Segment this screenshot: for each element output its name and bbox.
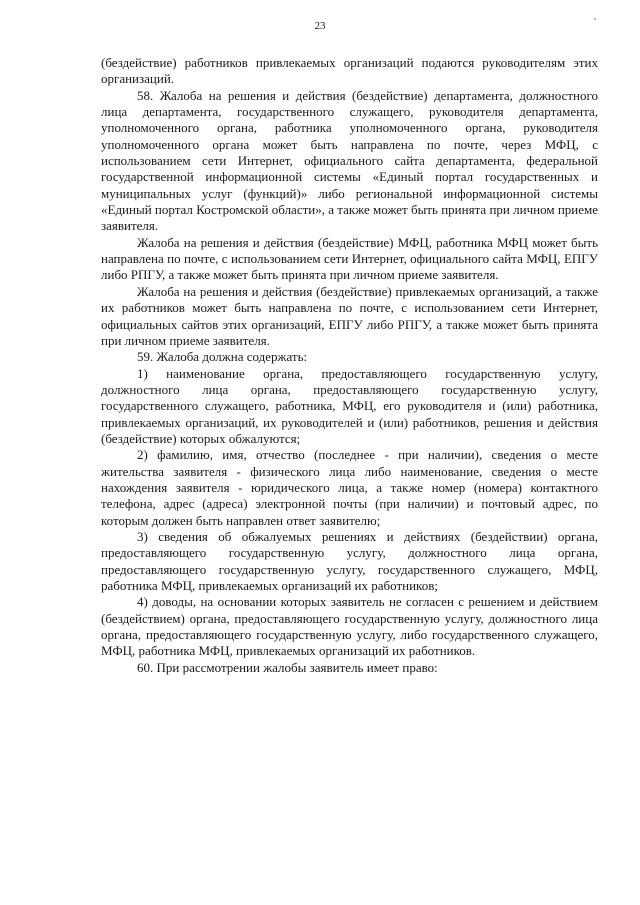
document-body [101, 55, 598, 676]
paragraph-continuation: (бездействие) работников привлекаемых организаций подаются руководителям этих организаций. [101, 55, 598, 87]
paragraph-59-item-3: 3) сведения об обжалуемых решениях и действиях (бездействии) органа, предоставляющего государственную услугу, должностного лица органа, предоставляющего государственную услугу, государственного служащего, МФЦ, работника МФЦ, привлекаемых организаций их работников; [101, 528, 598, 593]
paragraph-organizations-complaint: Жалоба на решения и действия (бездействие) привлекаемых организаций, а также их работников может быть направлена по почте, с использованием сети Интернет, официальных сайтов этих организаций, ЕПГУ либо РПГУ, а также может быть принята при личном приеме заявителя. [101, 283, 598, 348]
paragraph-59-item-2: 2) фамилию, имя, отчество (последнее - при наличии), сведения о месте жительства заявителя - физического лица либо наименование, сведения о месте нахождения заявителя - юридического лица, а также номер (номера) контактного телефона, адрес (адреса) электронной почты (при наличии) и почтовый адрес, по которым должен быть направлен ответ заявителю; [101, 447, 598, 528]
paragraph-mfc-complaint: Жалоба на решения и действия (бездействие) МФЦ, работника МФЦ может быть направлена по почте, с использованием сети Интернет, официального сайта МФЦ, ЕПГУ либо РПГУ, а также может быть принята при личном приеме заявителя. [101, 234, 598, 283]
paragraph-58: 58. Жалоба на решения и действия (бездействие) департамента, должностного лица департамента, государственного служащего, руководителя департамента, уполномоченного органа, работника уполномоченного органа, руководителя уполномоченного органа может быть направлена по почте, через МФЦ, с использованием сети Интернет, официального сайта департамента, федеральной государственной информационной системы «Единый портал государственных и муниципальных услуг (функций)» либо региональной информационной системы «Единый портал Костромской области», а также может быть принята при личном приеме заявителя. [101, 87, 598, 234]
paragraph-60: 60. При рассмотрении жалобы заявитель имеет право: [137, 659, 438, 675]
paragraph-59-item-4: 4) доводы, на основании которых заявитель не согласен с решением и действием (бездействием) органа, предоставляющего государственную услугу, должностного лица органа, предоставляющего государственную услугу, либо государственного служащего, МФЦ, работника МФЦ, привлекаемых организаций их работников. [101, 594, 598, 659]
scan-speck [594, 18, 596, 20]
page-number: 23 [314, 20, 326, 32]
paragraph-59-item-1: 1) наименование органа, предоставляющего государственную услугу, должностного лица органа, предоставляющего государственную услугу, государственного служащего, работника, МФЦ, его руководителя и (или) работника, привлекаемых организаций, их руководителей и (или) работников, решения и действия (бездействие) которых обжалуются; [101, 365, 598, 446]
paragraph-59: 59. Жалоба должна содержать: [137, 349, 308, 365]
